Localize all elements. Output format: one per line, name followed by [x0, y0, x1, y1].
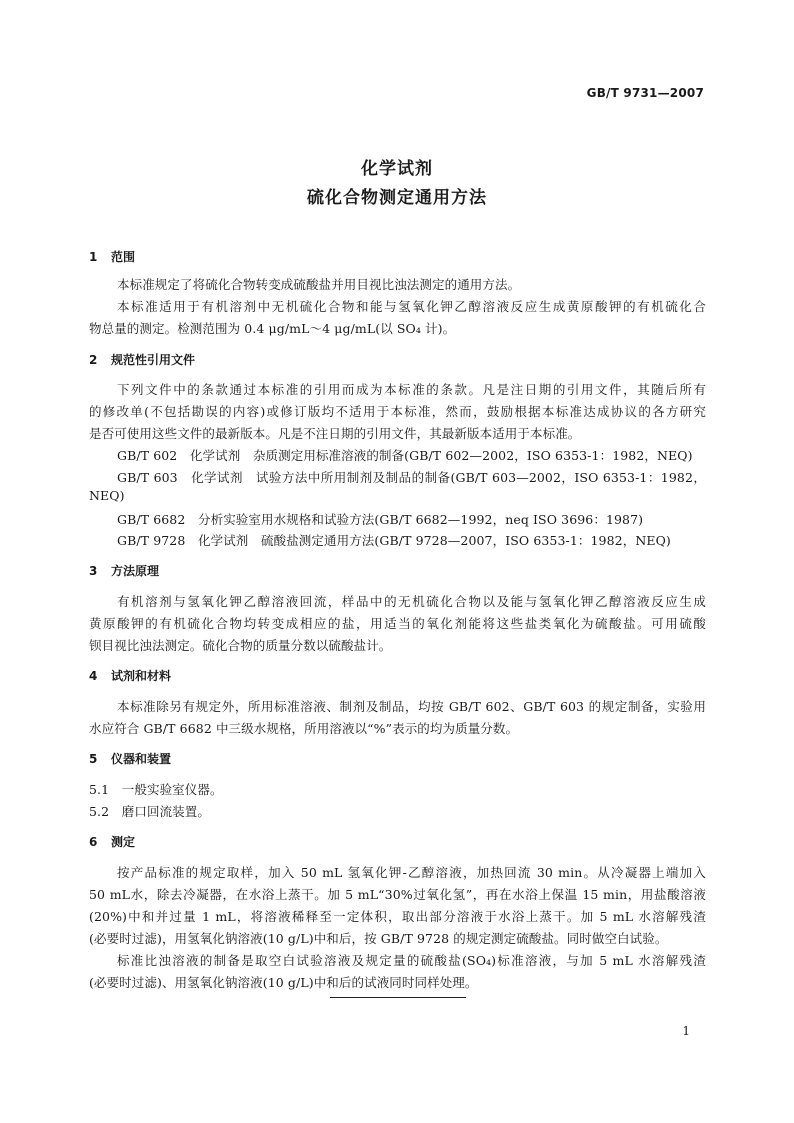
paragraph-line: 按产品标准的规定取样，加入 50 mL 氢氧化钾-乙醇溶液，加热回流 30 min。从冷凝器上端加入: [117, 865, 706, 880]
paragraph-line: 本标准除另有规定外，所用标准溶液、制剂及制品，均按 GB/T 602、GB/T 603 的规定制备，实验用: [117, 699, 706, 714]
paragraph-line: (必要时过滤)，用氢氧化钠溶液(10 g/L)中和后，按 GB/T 9728 的规定测定硫酸盐。同时做空白试验。: [89, 931, 668, 946]
apparatus-item: 5.1 一般实验室仪器。: [89, 782, 223, 797]
section-number: 6: [89, 835, 98, 849]
section-heading-scope: [89, 248, 135, 265]
section-heading-reagents: [89, 667, 171, 684]
apparatus-item: 5.2 磨口回流装置。: [89, 804, 210, 819]
paragraph-line: (必要时过滤)、用氢氧化钠溶液(10 g/L)中和后的试液同时同样处理。: [89, 975, 478, 990]
document-title-line2: 硫化合物测定通用方法: [307, 188, 487, 208]
section-title: 规范性引用文件: [111, 353, 196, 367]
page-number: 1: [682, 1024, 690, 1038]
document-title-line1: 化学试剂: [361, 159, 433, 179]
reference-item: GB/T 9728 化学试剂 硫酸盐测定通用方法(GB/T 9728—2007，ISO 6353-1：1982，NEQ): [117, 533, 671, 548]
paragraph-line: 50 mL水，除去冷凝器，在水浴上蒸干。加 5 mL“30%过氧化氢”，再在水浴上保温 15 min，用盐酸溶液: [89, 887, 706, 902]
paragraph-line: 本标准适用于有机溶剂中无机硫化合物和能与氢氧化钾乙醇溶液反应生成黄原酸钾的有机硫化合: [117, 299, 706, 314]
section-heading-determination: [89, 833, 135, 850]
section-number: 1: [89, 250, 98, 264]
reference-item: GB/T 6682 分析实验室用水规格和试验方法(GB/T 6682—1992，neq ISO 3696：1987): [117, 512, 644, 527]
section-title: 方法原理: [111, 564, 160, 578]
section-title: 测定: [111, 835, 136, 849]
paragraph-line: 下列文件中的条款通过本标准的引用而成为本标准的条款。凡是注日期的引用文件，其随后所有: [117, 382, 706, 397]
paragraph-line: (20%)中和并过量 1 mL，将溶液稀释至一定体积，取出部分溶液于水浴上蒸干。加 5 mL 水溶解残渣: [89, 909, 706, 924]
paragraph-line: 黄原酸钾的有机硫化合物均转变成相应的盐，用适当的氧化剂能将这些盐类氧化为硫酸盐。可用硫酸: [89, 616, 706, 631]
section-heading-apparatus: [89, 750, 171, 767]
section-number: 4: [89, 669, 98, 683]
section-number: 5: [89, 752, 98, 766]
paragraph-line: 是否可使用这些文件的最新版本。凡是不注日期的引用文件，其最新版本适用于本标准。: [89, 426, 581, 441]
section-heading-normative-references: [89, 351, 195, 368]
reference-item-continued: NEQ): [89, 488, 125, 503]
standard-number: GB/T 9731—2007: [586, 86, 704, 100]
paragraph-line: 的修改单(不包括勘误的内容)或修订版均不适用于本标准，然而，鼓励根据本标准达成协议的各方研究: [89, 404, 706, 419]
paragraph-line: 水应符合 GB/T 6682 中三级水规格，所用溶液以“%”表示的均为质量分数。: [89, 721, 519, 736]
section-heading-principle: [89, 562, 159, 579]
section-title: 试剂和材料: [111, 669, 172, 683]
paragraph-line: 钡目视比浊法测定。硫化合物的质量分数以硫酸盐计。: [89, 638, 392, 653]
section-title: 范围: [111, 250, 136, 264]
paragraph-line: 标准比浊溶液的制备是取空白试验溶液及规定量的硫酸盐(SO₄)标准溶液，与加 5 mL 水溶解残渣: [117, 953, 706, 968]
paragraph-line: 本标准规定了将硫化合物转变成硫酸盐并用目视比浊法测定的通用方法。: [117, 277, 521, 292]
paragraph-line: 有机溶剂与氢氧化钾乙醇溶液回流，样品中的无机硫化合物以及能与氢氧化钾乙醇溶液反应生成: [117, 594, 706, 609]
reference-item: GB/T 603 化学试剂 试验方法中所用制剂及制品的制备(GB/T 603—2002，ISO 6353-1：1982，: [117, 470, 706, 485]
paragraph-line: 物总量的测定。检测范围为 0.4 μg/mL～4 μg/mL(以 SO₄ 计)。: [89, 321, 456, 336]
section-title: 仪器和装置: [111, 752, 172, 766]
end-rule: [330, 997, 466, 998]
reference-item: GB/T 602 化学试剂 杂质测定用标准溶液的制备(GB/T 602—2002，ISO 6353-1：1982，NEQ): [117, 448, 693, 463]
section-number: 3: [89, 564, 98, 578]
section-number: 2: [89, 353, 98, 367]
